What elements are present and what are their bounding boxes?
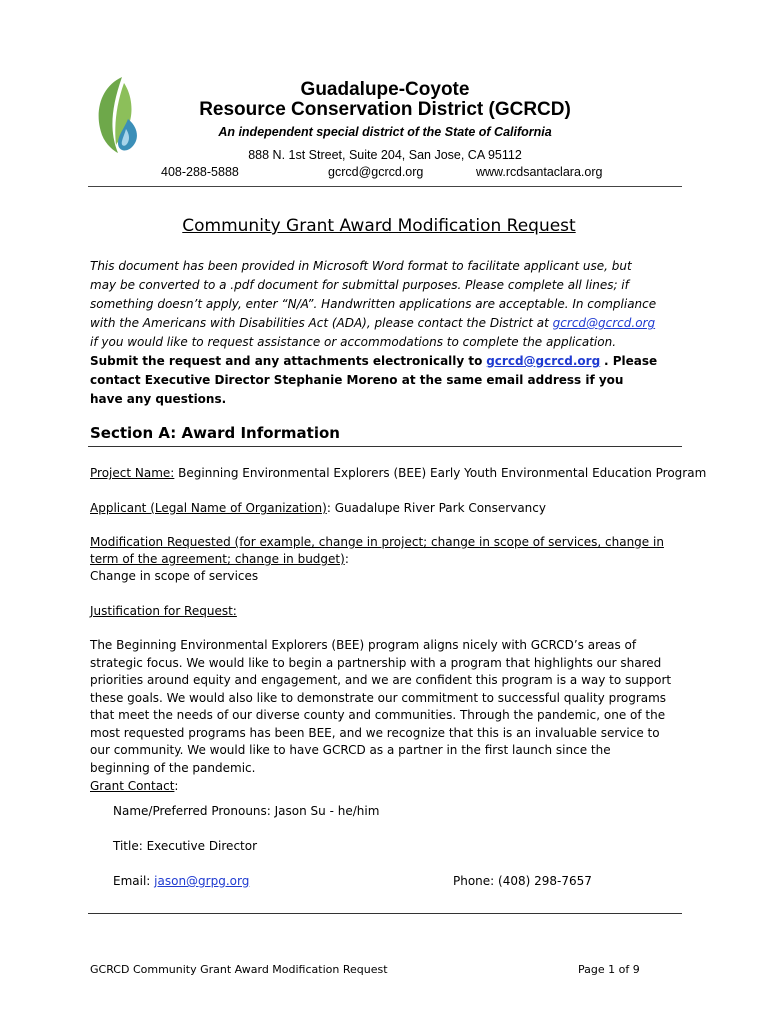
- project-name-line: [90, 465, 706, 482]
- org-website: www.rcdsantaclara.org: [476, 165, 603, 179]
- modification-line: [90, 534, 674, 585]
- org-name-line1: Guadalupe-Coyote: [300, 79, 470, 100]
- intro-italic-text-1: This document has been provided in Microsoft Word format to facilitate applicant use, but may be converted to a .pdf document for submittal purposes. Please complete all lines; if something doesn’t apply, enter “N/A”. Handwritten applications are acceptable. In compliance with the Americans with Disabilities Act (ADA), please contact the District at: [90, 259, 657, 330]
- contact-email-label: Email:: [113, 874, 155, 888]
- intro-bold-text-2: . Please contact Executive Director Stephanie Moreno at the same email address if you have any questions.: [90, 354, 658, 406]
- footer-divider: [88, 913, 682, 914]
- modification-value: Change in scope of services: [90, 569, 259, 583]
- intro-bold-text-1: Submit the request and any attachments electronically to: [90, 354, 483, 368]
- justification-text: The Beginning Environmental Explorers (BEE) program aligns nicely with GCRCD’s areas of strategic focus. We would like to begin a partnership with a program that highlights our shared priorities around equity and engagement, and we are confident this program is a way to support these goals. We would also like to demonstrate our commitment to successful quality programs that meet the needs of our diverse county and communities. Through the pandemic, one of the most requested programs has been BEE, and we recognize that this is an invaluable service to our community. We would like to have GCRCD as a partner in the first launch since the beginning of the pandemic.: [90, 638, 672, 775]
- org-address: 888 N. 1st Street, Suite 204, San Jose, CA 95112: [248, 148, 522, 162]
- intro-italic-text-2: if you would like to request assistance or accommodations to complete the application.: [90, 335, 617, 349]
- project-name-value: Beginning Environmental Explorers (BEE) Early Youth Environmental Education Program: [174, 466, 707, 480]
- page-number: Page 1 of 9: [578, 963, 640, 976]
- intro-submit-email-link[interactable]: gcrcd@gcrcd.org: [486, 354, 601, 368]
- grant-contact-colon: :: [174, 779, 179, 793]
- section-a-heading: Section A: Award Information: [90, 424, 340, 442]
- footer-title: GCRCD Community Grant Award Modification Request: [90, 963, 388, 976]
- org-email: gcrcd@gcrcd.org: [328, 165, 424, 179]
- intro-email-link[interactable]: gcrcd@gcrcd.org: [552, 316, 656, 330]
- org-tagline: An independent special district of the State of California: [218, 125, 552, 139]
- contact-name: Name/Preferred Pronouns: Jason Su - he/him: [113, 804, 380, 818]
- applicant-value: : Guadalupe River Park Conservancy: [326, 501, 546, 515]
- section-divider: [88, 446, 682, 447]
- project-name-label: Project Name:: [90, 466, 175, 480]
- grant-contact-label: Grant Contact: [90, 779, 175, 793]
- applicant-line: [90, 500, 546, 517]
- contact-title: Title: Executive Director: [113, 839, 258, 853]
- contact-email-line: [113, 873, 249, 890]
- header-divider: [88, 186, 682, 187]
- applicant-label: Applicant (Legal Name of Organization): [90, 501, 327, 515]
- modification-label: Modification Requested (for example, change in project; change in scope of services, change in term of the agreement; change in budget): [90, 535, 664, 566]
- modification-colon: :: [344, 552, 349, 566]
- org-name-line2: Resource Conservation District (GCRCD): [199, 99, 571, 120]
- contact-email-link[interactable]: jason@grpg.org: [154, 874, 250, 888]
- grant-contact-line: [90, 778, 178, 795]
- gcrcd-leaf-logo-icon: [92, 73, 144, 155]
- org-phone: 408-288-5888: [161, 165, 239, 179]
- document-title: Community Grant Award Modification Request: [182, 216, 576, 236]
- intro-paragraph: [90, 257, 660, 409]
- contact-phone: Phone: (408) 298-7657: [453, 874, 592, 888]
- justification-label: Justification for Request:: [90, 604, 237, 618]
